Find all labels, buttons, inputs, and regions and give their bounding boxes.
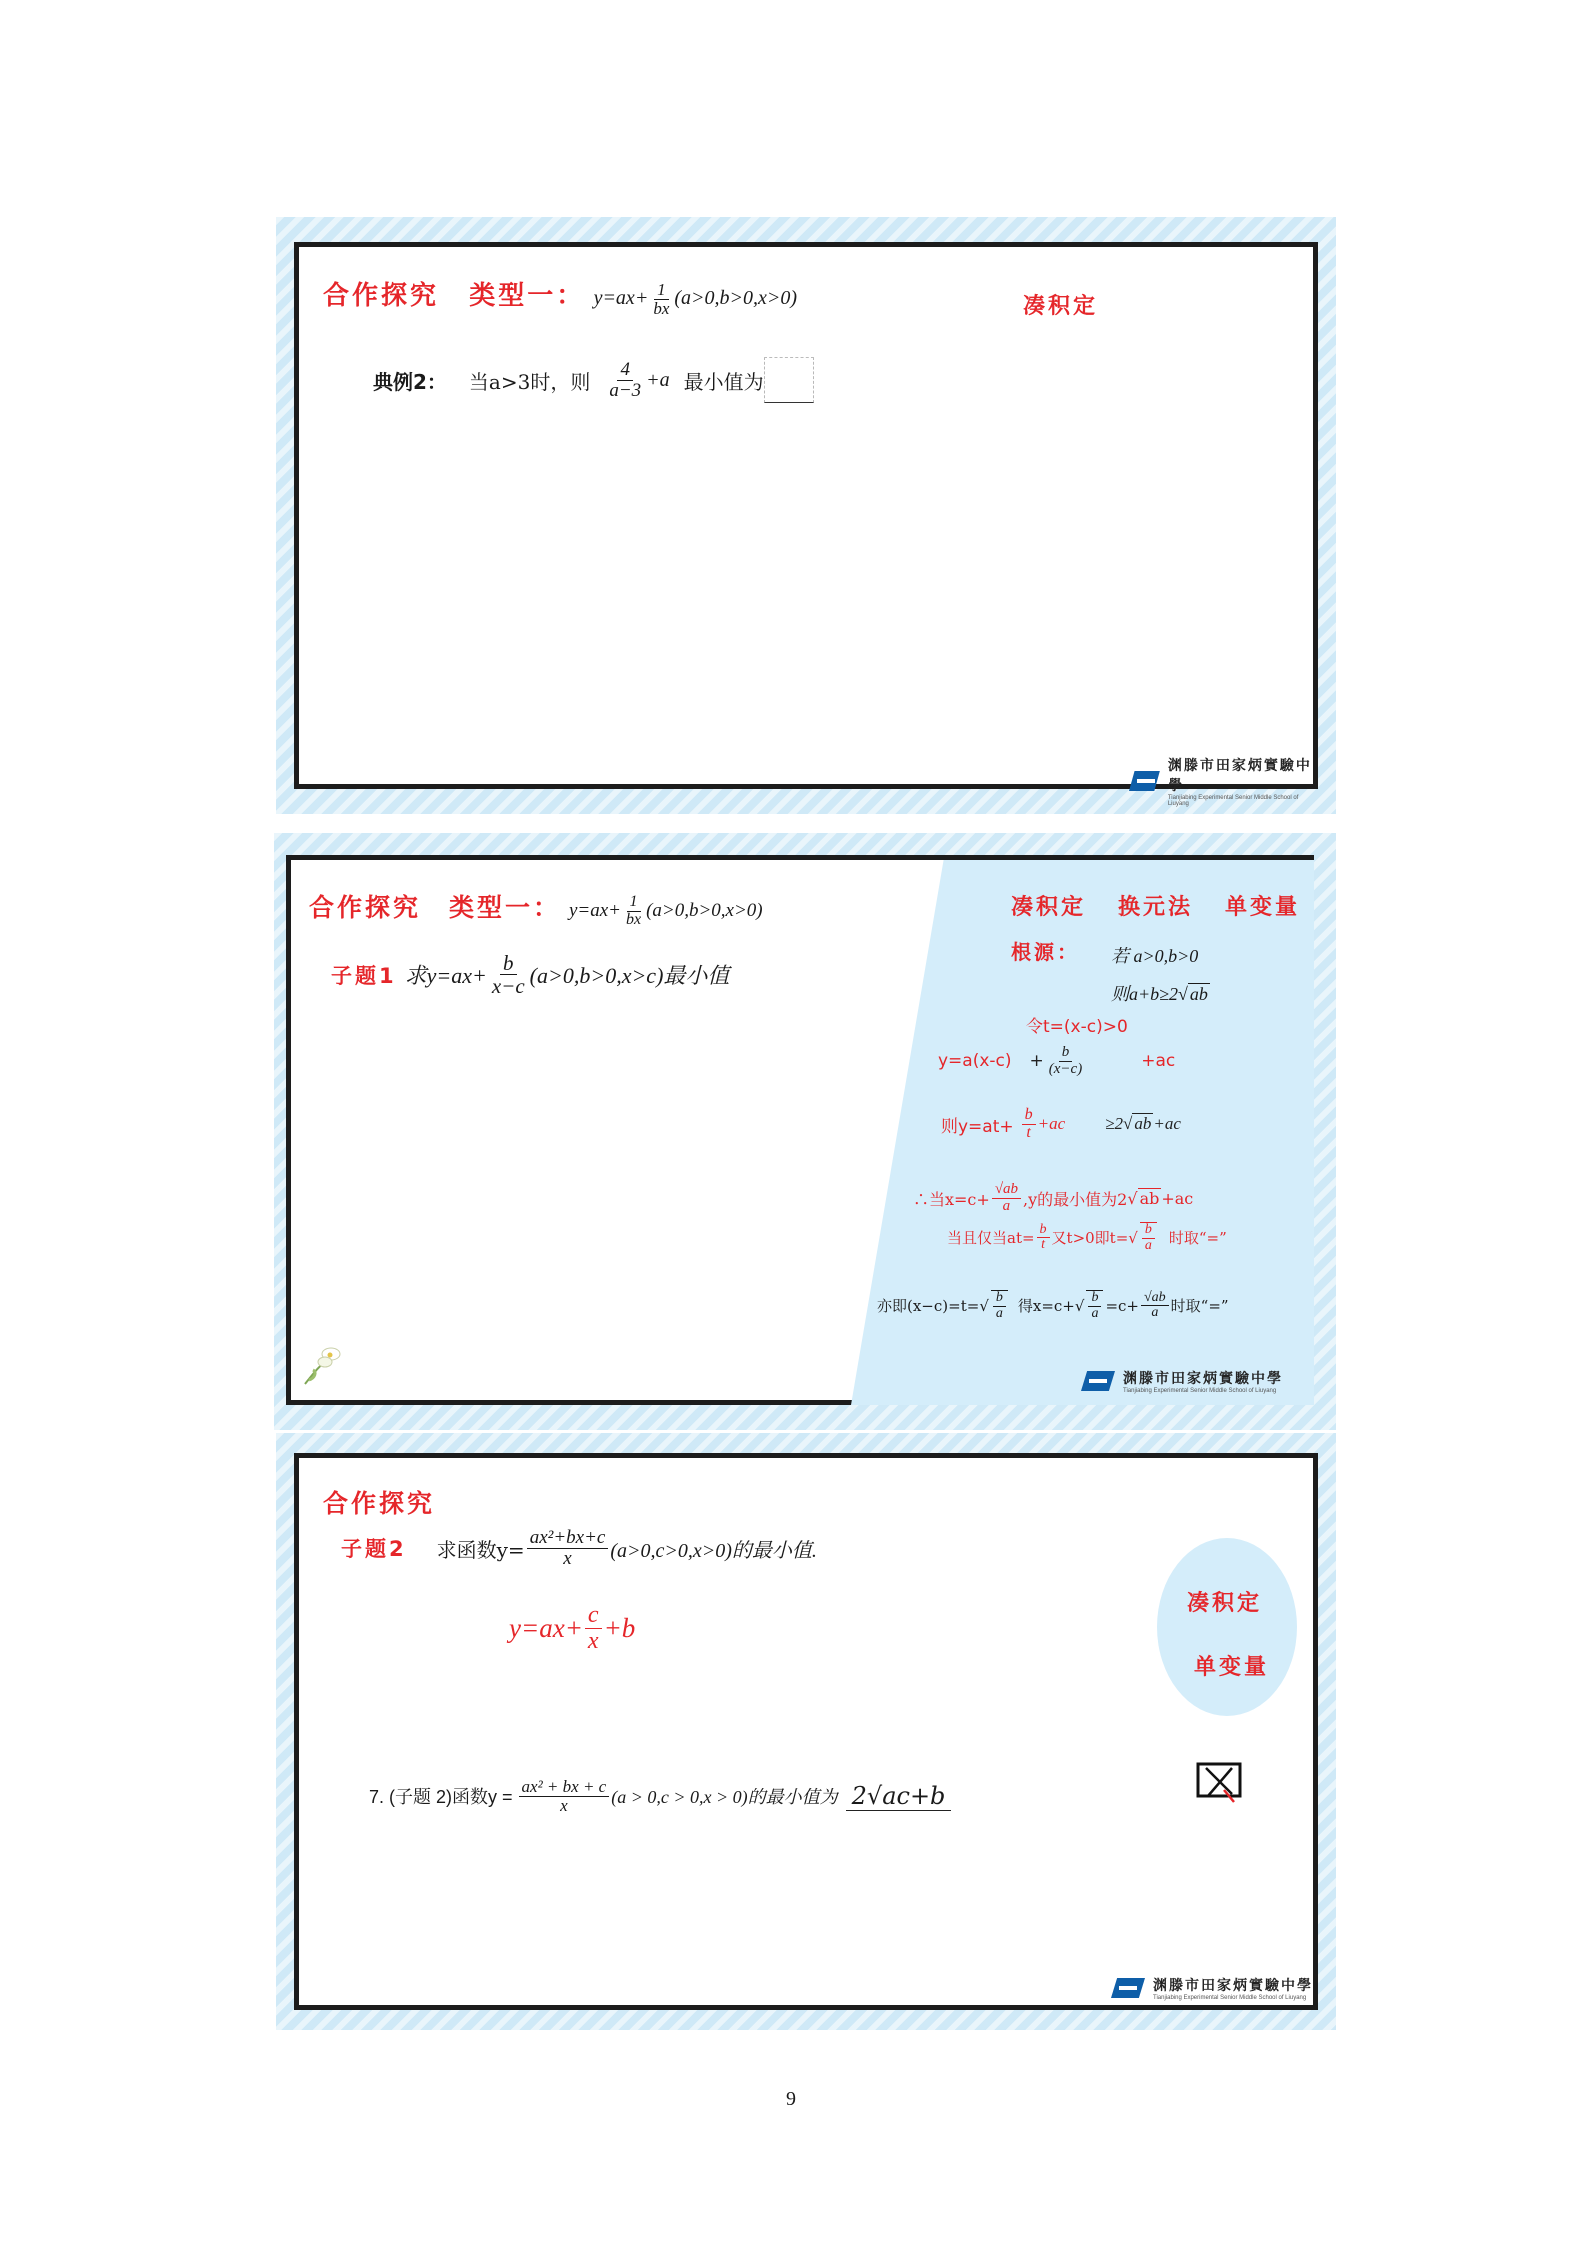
rewritten-formula: y=ax+ $\frac{c}{x}$ +b [509, 1602, 636, 1655]
answer-blank [764, 357, 814, 403]
root-line-2: 则a+b≥2√ ab [1111, 984, 1208, 1004]
heading: 合作探究 [323, 1489, 436, 1518]
logo-icon [1081, 1371, 1115, 1391]
slide-2 [274, 833, 1336, 1430]
handwritten-answer: 2√ac+b [846, 1782, 952, 1811]
root-label: 根源： [1011, 940, 1080, 964]
substitution-line: 令t=(x-c)>0 [1026, 1017, 1128, 1037]
school-logo: 渊滕市田家炳實驗中學 Tianjiabing Experimental Senior Middle School of Liuyang [1129, 755, 1313, 807]
then-y-line: 则y=at+ $\frac{b}{t}$ +ac ≥2√ ab +ac [941, 1106, 1181, 1141]
slide-1-title-row [323, 275, 797, 318]
slide-2-frame [286, 855, 1314, 1405]
question-7: 7. (子题 2)函数y = $\frac{\text{ax² + bx + c}}{x}$ (a > 0,c > 0,x > 0)的最小值为 2√ac+b [369, 1778, 951, 1815]
example-2: 典例2： 当a>3时，则 $\frac{4}{a-3}$ +a 最小值为 [373, 357, 814, 403]
logo-icon [1111, 1978, 1145, 1998]
example-tail: 最小值为 [683, 369, 764, 394]
type-formula: y=ax+ $\frac{1}{bx}$ (a>0,b>0,x>0) [593, 280, 798, 318]
example-label: 典例2： [373, 369, 447, 394]
page-number: 9 [786, 2088, 796, 2110]
bubble-method-2: 单变量 [1194, 1655, 1270, 1680]
slide-2-title-row: 合作探究 类型一： y=ax+ $\frac{1}{bx}$ (a>0,b>0,x>0) [309, 893, 763, 929]
school-logo: 渊滕市田家炳實驗中學 Tianjiabing Experimental Senior Middle School of Liuyang [1111, 1975, 1313, 2001]
school-logo: 渊滕市田家炳實驗中學 Tianjiabing Experimental Senior Middle School of Liuyang [1081, 1368, 1283, 1394]
only-when-line: 当且仅当at= $\frac{b}{t}$ 又t>0即t= √ $\frac{b}{a}$ 时取“=” [947, 1221, 1227, 1253]
slide-1 [276, 217, 1336, 814]
heading: 合作探究 [323, 281, 440, 311]
type-label: 类型一： [469, 281, 586, 311]
cross-box-icon [1194, 1760, 1244, 1804]
also-line: 亦即(x−c)=t= √ $\frac{b}{a}$ 得x=c+ √ $\frac{b}{a}$ =c+ $\frac{√ab}{a}$ 时取“=” [877, 1289, 1229, 1321]
sub-question-1: 子题1 求y=ax+ $\frac{b}{x-c}$ (a>0,b>0,x>c)最小值 [331, 951, 730, 999]
slide-1-frame [294, 242, 1318, 807]
slide-3 [276, 1433, 1336, 2030]
root-line-1: 若 a>0,b>0 [1111, 946, 1199, 966]
therefore-line: ∴当x=c+ $\frac{√ab}{a}$ ,y的最小值为2 √ ab +ac [913, 1181, 1194, 1214]
bubble-method-1: 凑积定 [1187, 1591, 1263, 1616]
method-bubble [1157, 1538, 1297, 1716]
method-label: 凑积定 [1023, 294, 1099, 319]
logo-icon [1129, 771, 1160, 791]
sub-question-2: 子题2 求函数y= $\frac{\text{ax²+bx+c}}{x}$ (a>0,c>0,x>0)的最小值. [341, 1527, 817, 1569]
flower-decoration-icon [299, 1340, 349, 1388]
y-rewrite-line: y=a(x-c) + $\frac{b}{(x-c)}$ +ac [938, 1044, 1176, 1077]
slide-3-frame [294, 1453, 1318, 2010]
methods-label: 凑积定 换元法 单变量 [1011, 895, 1300, 920]
example-text: 当a>3时，则 [468, 369, 591, 394]
